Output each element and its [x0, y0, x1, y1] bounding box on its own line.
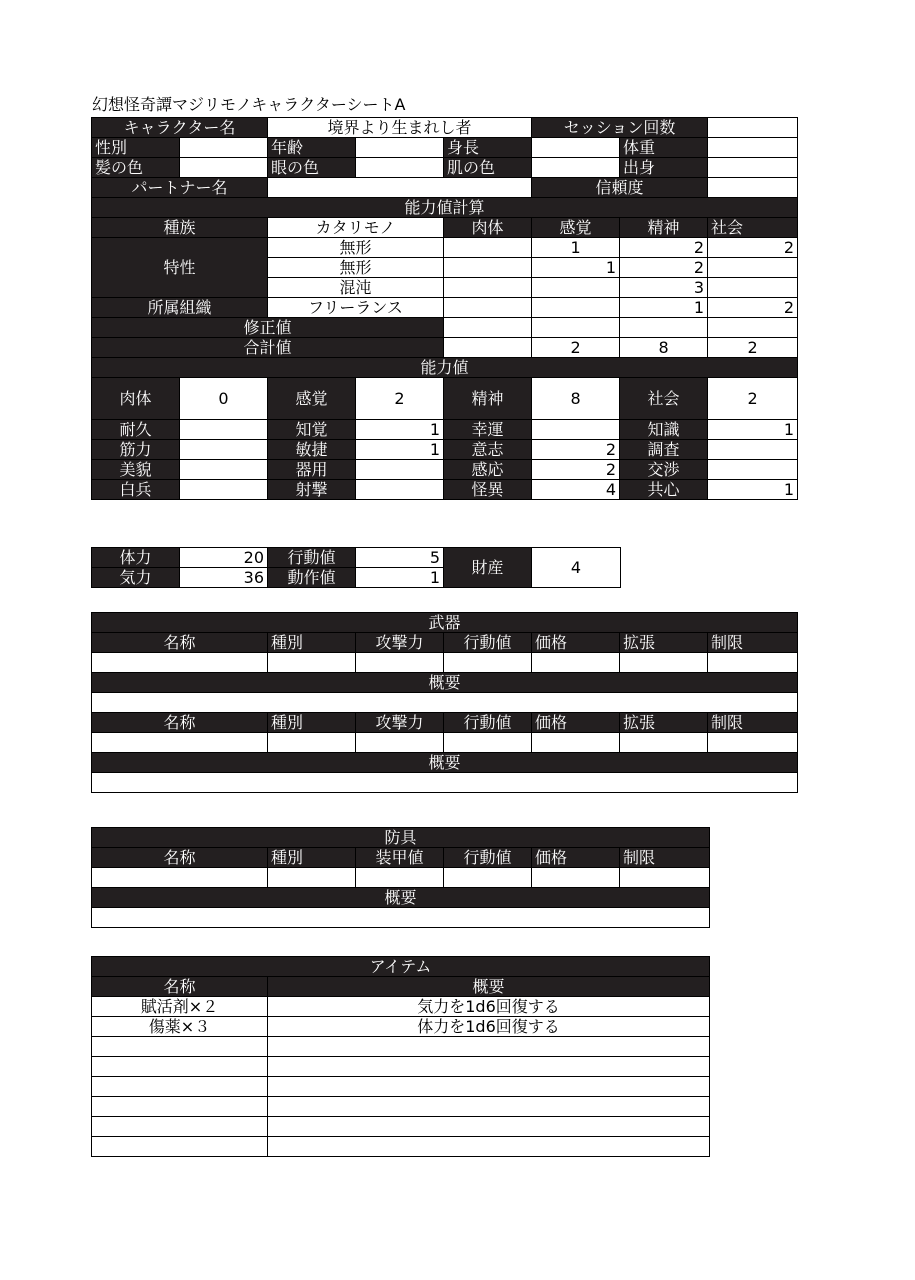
- armor-summary-label: 概要: [92, 888, 710, 908]
- item-row: [92, 1137, 710, 1157]
- skill-label: 射撃: [268, 480, 356, 500]
- trait-row-1: [92, 238, 798, 258]
- height-label: 身長: [444, 138, 532, 158]
- total-social: 2: [708, 338, 798, 358]
- ability-value: 2: [708, 378, 798, 420]
- org-name[interactable]: フリーランス: [268, 298, 444, 318]
- armor-limit-field[interactable]: [620, 868, 710, 888]
- weapon-header-attack: 攻撃力: [356, 713, 444, 733]
- skill-label: 交渉: [620, 460, 708, 480]
- ability-value: 2: [356, 378, 444, 420]
- skill-value[interactable]: 2: [532, 440, 620, 460]
- item-desc-field[interactable]: 気力を1d6回復する: [268, 997, 710, 1017]
- item-header-name: 名称: [92, 977, 268, 997]
- org-label: 所属組織: [92, 298, 268, 318]
- weapon-price-field[interactable]: [532, 733, 620, 753]
- modifier-sense[interactable]: [532, 318, 620, 338]
- total-label: 合計値: [92, 338, 444, 358]
- weapon-type-field[interactable]: [268, 733, 356, 753]
- skill-value[interactable]: [180, 480, 268, 500]
- skin-color-field[interactable]: [532, 158, 620, 178]
- skill-row: [92, 420, 798, 440]
- weapon-type-field[interactable]: [268, 653, 356, 673]
- weapon-price-field[interactable]: [532, 653, 620, 673]
- skill-value[interactable]: [708, 460, 798, 480]
- trait-sense[interactable]: 1: [532, 258, 620, 278]
- skill-value[interactable]: [180, 440, 268, 460]
- height-field[interactable]: [532, 138, 620, 158]
- mind-header: 精神: [620, 218, 708, 238]
- items-section-title: アイテム: [92, 957, 710, 977]
- total-sense: 2: [532, 338, 620, 358]
- modifier-label: 修正値: [92, 318, 444, 338]
- weapon-action-field[interactable]: [444, 653, 532, 673]
- race-value[interactable]: カタリモノ: [268, 218, 444, 238]
- armor-type-field[interactable]: [268, 868, 356, 888]
- weapon-limit-field[interactable]: [708, 653, 798, 673]
- skill-label: 筋力: [92, 440, 180, 460]
- skill-label: 知覚: [268, 420, 356, 440]
- armor-row: [92, 868, 710, 888]
- trait-name[interactable]: 無形: [268, 238, 444, 258]
- skill-value[interactable]: 1: [708, 420, 798, 440]
- trait-body[interactable]: [444, 278, 532, 298]
- skill-label: 知識: [620, 420, 708, 440]
- armor-header-limit: 制限: [620, 848, 710, 868]
- trait-name[interactable]: 混沌: [268, 278, 444, 298]
- item-name-field[interactable]: 賦活剤×２: [92, 997, 268, 1017]
- main-abilities-row: [92, 378, 798, 420]
- trait-social[interactable]: [708, 258, 798, 278]
- calc-section-title: 能力値計算: [92, 198, 798, 218]
- modifier-mind[interactable]: [620, 318, 708, 338]
- trust-field[interactable]: [708, 178, 798, 198]
- skin-color-label: 肌の色: [444, 158, 532, 178]
- weapon-header-name: 名称: [92, 633, 268, 653]
- armor-name-field[interactable]: [92, 868, 268, 888]
- skill-label: 共心: [620, 480, 708, 500]
- eye-color-label: 眼の色: [268, 158, 356, 178]
- skill-label: 器用: [268, 460, 356, 480]
- armor-action-field[interactable]: [444, 868, 532, 888]
- weapon-summary-field[interactable]: [92, 773, 798, 793]
- move-field[interactable]: 1: [356, 568, 444, 588]
- skill-label: 意志: [444, 440, 532, 460]
- partner-name-field[interactable]: [268, 178, 532, 198]
- weapon-header-name: 名称: [92, 713, 268, 733]
- gender-field[interactable]: [180, 138, 268, 158]
- trait-name[interactable]: 無形: [268, 258, 444, 278]
- weapon-header-attack: 攻撃力: [356, 633, 444, 653]
- armor-defense-field[interactable]: [356, 868, 444, 888]
- gender-label: 性別: [92, 138, 180, 158]
- action-label: 行動値: [268, 548, 356, 568]
- session-count-field[interactable]: [708, 118, 798, 138]
- skill-value[interactable]: 4: [532, 480, 620, 500]
- session-count-label: セッション回数: [532, 118, 708, 138]
- skill-label: 耐久: [92, 420, 180, 440]
- item-name-field[interactable]: [92, 1117, 268, 1137]
- weapon-limit-field[interactable]: [708, 733, 798, 753]
- modifier-row: [92, 318, 798, 338]
- item-row: [92, 997, 710, 1017]
- weapon-attack-field[interactable]: [356, 733, 444, 753]
- character-name-field[interactable]: 境界より生まれし者: [268, 118, 532, 138]
- partner-name-label: パートナー名: [92, 178, 268, 198]
- weapon-attack-field[interactable]: [356, 653, 444, 673]
- calc-title-row: [92, 198, 798, 218]
- trait-social[interactable]: [708, 278, 798, 298]
- ability-label: 社会: [620, 378, 708, 420]
- skill-value[interactable]: [708, 440, 798, 460]
- race-label: 種族: [92, 218, 268, 238]
- skill-value[interactable]: [180, 420, 268, 440]
- weapon-summary-label: 概要: [92, 673, 798, 693]
- weapon-header-type: 種別: [268, 713, 356, 733]
- item-name-field[interactable]: [92, 1037, 268, 1057]
- item-row: [92, 1057, 710, 1077]
- armor-header-price: 価格: [532, 848, 620, 868]
- weapon-name-field[interactable]: [92, 733, 268, 753]
- weapon-row: [92, 733, 798, 753]
- trait-mind[interactable]: 2: [620, 258, 708, 278]
- item-desc-field[interactable]: 体力を1d6回復する: [268, 1017, 710, 1037]
- weapon-row: [92, 653, 798, 673]
- armor-header-name: 名称: [92, 848, 268, 868]
- abilities-section-title: 能力値: [92, 358, 798, 378]
- weapon-header-limit: 制限: [708, 633, 798, 653]
- skill-label: 白兵: [92, 480, 180, 500]
- skill-label: 感応: [444, 460, 532, 480]
- weapon-extension-field[interactable]: [620, 653, 708, 673]
- skill-value[interactable]: 1: [356, 420, 444, 440]
- item-row: [92, 1097, 710, 1117]
- org-sense[interactable]: [532, 298, 620, 318]
- weapon-extension-field[interactable]: [620, 733, 708, 753]
- origin-field[interactable]: [708, 158, 798, 178]
- item-name-field[interactable]: 傷薬×３: [92, 1017, 268, 1037]
- action-field[interactable]: 5: [356, 548, 444, 568]
- skill-label: 敏捷: [268, 440, 356, 460]
- character-name-label: キャラクター名: [92, 118, 268, 138]
- total-row: [92, 338, 798, 358]
- weapon-header-limit: 制限: [708, 713, 798, 733]
- weapon-header-extension: 拡張: [620, 713, 708, 733]
- sheet-title: 幻想怪奇譚マジリモノキャラクターシートA: [92, 95, 406, 114]
- weapon-header-price: 価格: [532, 633, 620, 653]
- item-name-field[interactable]: [92, 1077, 268, 1097]
- move-label: 動作値: [268, 568, 356, 588]
- skill-value[interactable]: [532, 420, 620, 440]
- armor-summary-field[interactable]: [92, 908, 710, 928]
- weapon-action-field[interactable]: [444, 733, 532, 753]
- eye-color-field[interactable]: [356, 158, 444, 178]
- weapon-summary-field[interactable]: [92, 693, 798, 713]
- character-table: [91, 117, 798, 500]
- wealth-field[interactable]: 4: [532, 548, 621, 588]
- trait-mind[interactable]: 2: [620, 238, 708, 258]
- armor-header-action: 行動値: [444, 848, 532, 868]
- modifier-social[interactable]: [708, 318, 798, 338]
- wealth-label: 財産: [444, 548, 532, 588]
- weapon-summary-label: 概要: [92, 753, 798, 773]
- item-desc-field[interactable]: [268, 1037, 710, 1057]
- item-header-summary: 概要: [268, 977, 710, 997]
- partner-row: [92, 178, 798, 198]
- skill-label: 幸運: [444, 420, 532, 440]
- sense-header: 感覚: [532, 218, 620, 238]
- item-desc-field[interactable]: [268, 1117, 710, 1137]
- hp-field[interactable]: 20: [180, 548, 268, 568]
- skill-label: 調査: [620, 440, 708, 460]
- age-label: 年齢: [268, 138, 356, 158]
- item-row: [92, 1117, 710, 1137]
- weapon-header-action: 行動値: [444, 633, 532, 653]
- armor-header-type: 種別: [268, 848, 356, 868]
- weapon-header-price: 価格: [532, 713, 620, 733]
- skill-label: 美貌: [92, 460, 180, 480]
- abilities-title-row: [92, 358, 798, 378]
- armor-table: [91, 827, 710, 928]
- trait-label: 特性: [92, 238, 268, 298]
- org-mind[interactable]: 1: [620, 298, 708, 318]
- hp-label: 体力: [92, 548, 180, 568]
- trait-mind[interactable]: 3: [620, 278, 708, 298]
- trait-sense[interactable]: [532, 278, 620, 298]
- hair-color-label: 髪の色: [92, 158, 180, 178]
- org-row: [92, 298, 798, 318]
- total-mind: 8: [620, 338, 708, 358]
- item-desc-field[interactable]: [268, 1097, 710, 1117]
- skill-label: 怪異: [444, 480, 532, 500]
- armor-section-title: 防具: [92, 828, 710, 848]
- armor-price-field[interactable]: [532, 868, 620, 888]
- item-name-field[interactable]: [92, 1137, 268, 1157]
- item-desc-field[interactable]: [268, 1077, 710, 1097]
- ability-value: 8: [532, 378, 620, 420]
- items-table: [91, 956, 710, 1157]
- skill-value[interactable]: [180, 460, 268, 480]
- weapon-header-extension: 拡張: [620, 633, 708, 653]
- armor-header-defense: 装甲値: [356, 848, 444, 868]
- weapon-name-field[interactable]: [92, 653, 268, 673]
- profile-row-1: [92, 138, 798, 158]
- ability-label: 精神: [444, 378, 532, 420]
- profile-row-2: [92, 158, 798, 178]
- org-social[interactable]: 2: [708, 298, 798, 318]
- ability-label: 肉体: [92, 378, 180, 420]
- skill-row: [92, 440, 798, 460]
- skill-value[interactable]: [356, 460, 444, 480]
- skill-value[interactable]: 2: [532, 460, 620, 480]
- weapon-header-action: 行動値: [444, 713, 532, 733]
- skill-row: [92, 460, 798, 480]
- item-row: [92, 1037, 710, 1057]
- trait-body[interactable]: [444, 238, 532, 258]
- weapons-table: [91, 612, 798, 793]
- org-body[interactable]: [444, 298, 532, 318]
- sp-field[interactable]: 36: [180, 568, 268, 588]
- ability-value: 0: [180, 378, 268, 420]
- ability-label: 感覚: [268, 378, 356, 420]
- hair-color-field[interactable]: [180, 158, 268, 178]
- weight-label: 体重: [620, 138, 708, 158]
- sp-label: 気力: [92, 568, 180, 588]
- item-row: [92, 1077, 710, 1097]
- weapons-section-title: 武器: [92, 613, 798, 633]
- trust-label: 信頼度: [532, 178, 708, 198]
- item-desc-field[interactable]: [268, 1137, 710, 1157]
- item-name-field[interactable]: [92, 1057, 268, 1077]
- skill-value[interactable]: 1: [356, 440, 444, 460]
- body-header: 肉体: [444, 218, 532, 238]
- item-row: [92, 1017, 710, 1037]
- name-row: [92, 118, 798, 138]
- origin-label: 出身: [620, 158, 708, 178]
- weapon-header-type: 種別: [268, 633, 356, 653]
- age-field[interactable]: [356, 138, 444, 158]
- skill-value[interactable]: [356, 480, 444, 500]
- social-header: 社会: [708, 218, 798, 238]
- total-body: [444, 338, 532, 358]
- modifier-body[interactable]: [444, 318, 532, 338]
- weight-field[interactable]: [708, 138, 798, 158]
- trait-sense[interactable]: 1: [532, 238, 620, 258]
- item-desc-field[interactable]: [268, 1057, 710, 1077]
- skill-row: [92, 480, 798, 500]
- calc-header-row: [92, 218, 798, 238]
- item-name-field[interactable]: [92, 1097, 268, 1117]
- trait-body[interactable]: [444, 258, 532, 278]
- skill-value[interactable]: 1: [708, 480, 798, 500]
- status-table: [91, 547, 621, 588]
- trait-social[interactable]: 2: [708, 238, 798, 258]
